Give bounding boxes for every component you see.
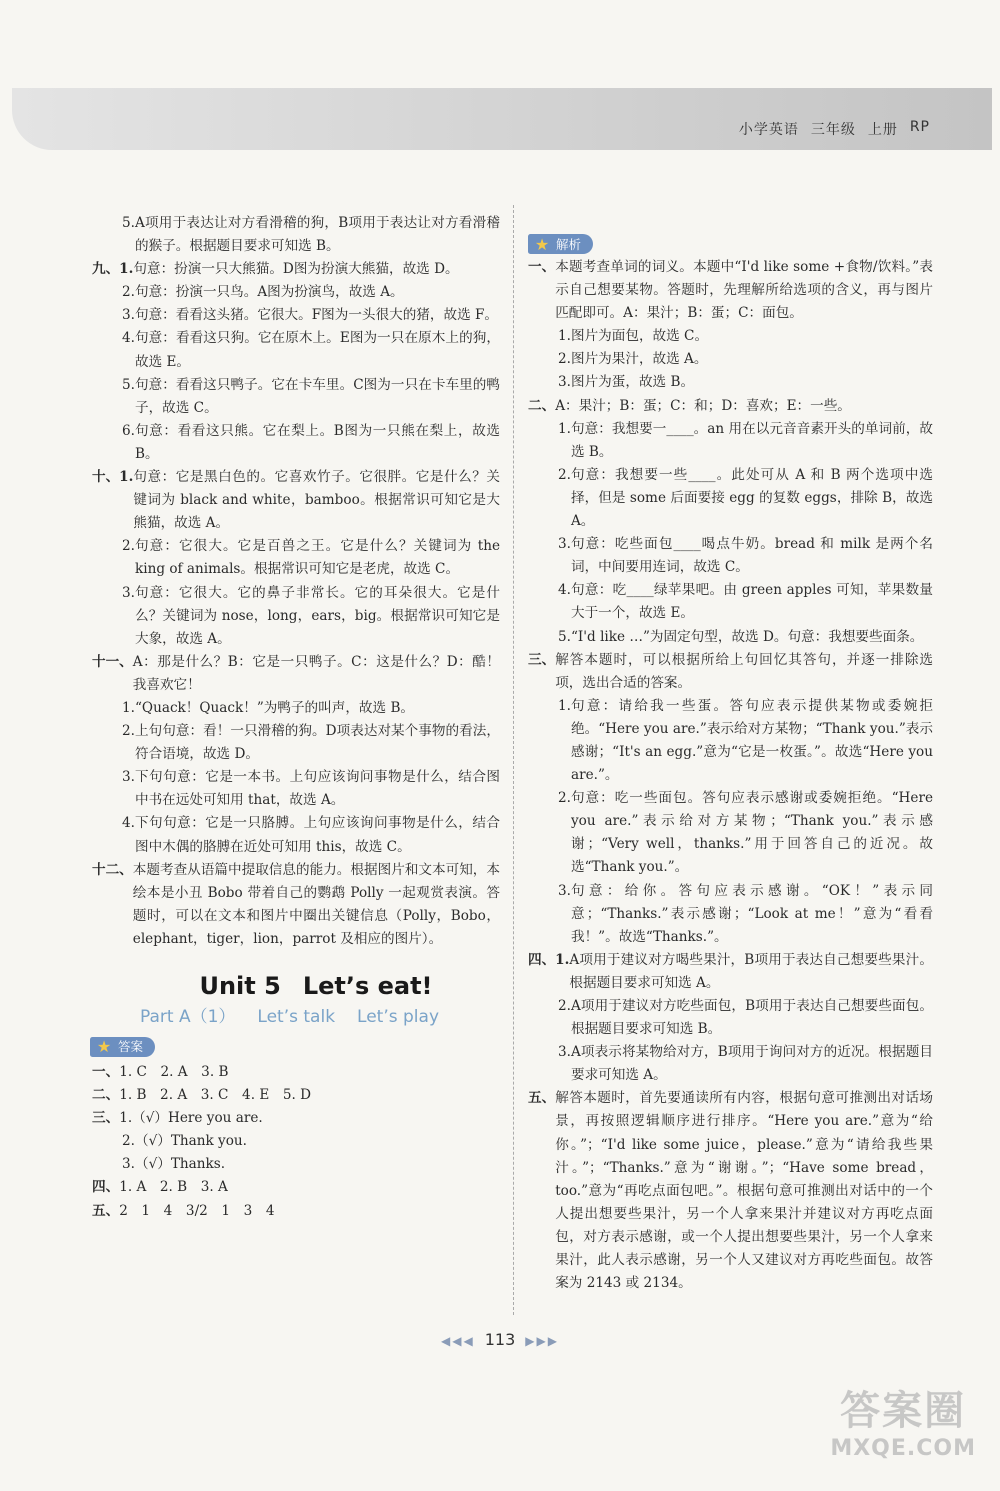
list-item: 十、1. 句意：它是黑白色的。它喜欢竹子。它很胖。它是什么？关键词为 black and white，bamboo。根据常识可知它是大熊猫，故选 A。	[92, 469, 500, 532]
list-item: 6. 句意：看看这只熊。它在梨上。B图为一只熊在梨上，故选 B。	[122, 422, 500, 462]
list-item: 4. 句意：看看这只狗。它在原木上。E图为一只在原木上的狗，故选 E。	[122, 330, 500, 370]
analysis-tag	[528, 234, 593, 254]
list-item: 1. “Quack！Quack！”为鸭子的叫声，故选 B。	[122, 699, 415, 716]
unit-name: Let’s eat!	[302, 972, 433, 1000]
list-item: 5. 句意：看看这只鸭子。它在卡车里。C图为一只在卡车里的鸭子，故选 C。	[122, 376, 500, 416]
part-play: Let’s play	[357, 1007, 440, 1027]
list-item: 2. 句意：它很大。它是百兽之王。它是什么？关键词为 the king of animals。根据常识可知它是老虎，故选 C。	[122, 538, 500, 578]
answer-tag-label: 答案	[118, 1039, 144, 1055]
list-item: 2. 句意：扮演一只鸟。A图为扮演鸟，故选 A。	[122, 284, 404, 301]
page-number	[0, 1330, 1000, 1349]
page-number-value: 113	[484, 1330, 516, 1349]
part-heading	[140, 1003, 500, 1031]
list-item: 3. 句意：看看这头猪。它很大。F图为一头很大的猪，故选 F。	[122, 307, 499, 324]
list-item: 1. 图片为面包，故选 C。	[558, 328, 709, 345]
answer-row: 三、 1.（√）Here you are.	[92, 1110, 263, 1127]
analysis-tag-label: 解析	[556, 237, 582, 252]
list-item: 1. 句意：我想要一____。an 用在以元音音素开头的单词前，故选 B。	[558, 420, 933, 460]
right-column	[528, 256, 933, 1295]
list-item: 4. 句意：吃____绿苹果吧。由 green apples 可知，苹果数量大于一个，故选 E。	[558, 582, 933, 622]
list-item: 五、 解答本题时，首先要通读所有内容，根据句意可推测出对话场景，再按照逻辑顺序进行排序。“Here you are.”意为“给你。”；“I'd like some juice，please.”意为“请给我些果汁。”；“Thanks.”意为“谢谢。”；“Have some bread，too.”意为“再吃点面包吧。”。根据句意可推测出对话中的一个人提出想要些果汁，另一个人拿来果汁并建议对方再吃点面包，对方表示感谢，或一个人提出想要些果汁，另一个人拿来果汁，此人表示感谢，另一个人又建议对方再吃些面包。故答案为 2143 或 2134。	[528, 1090, 933, 1292]
left-arrows-icon: ◀◀◀	[441, 1334, 475, 1348]
list-item: 5. “I'd like …”为固定句型，故选 D。句意：我想要些面条。	[558, 628, 924, 645]
left-column	[92, 212, 500, 1223]
header-volume: 上册	[867, 122, 898, 138]
unit-title	[92, 969, 500, 1003]
list-item: 3. 下句句意：它是一本书。上句应该询问事物是什么，结合图中书在远处可知用 that，故选 A。	[122, 769, 500, 809]
watermark	[830, 1379, 976, 1461]
answer-row: 四、 1. A 2. B 3. A	[92, 1179, 228, 1196]
list-item: 4. 下句句意：它是一只胳膊。上句应该询问事物是什么，结合图中木偶的胳膊在近处可知用 this，故选 C。	[122, 815, 500, 855]
unit-number: Unit 5	[199, 972, 281, 1000]
list-item: 5. A项用于表达让对方看滑稽的狗，B项用于表达让对方看滑稽的猴子。根据题目要求可知选 B。	[122, 215, 500, 255]
answer-row: 2.（√）Thank you.	[122, 1133, 247, 1150]
header-subject: 小学英语	[738, 122, 799, 138]
list-item: 3. A项表示将某物给对方，B项用于询问对方的近况。根据题目要求可知选 A。	[558, 1044, 933, 1084]
answer-row: 一、 1. C 2. A 3. B	[92, 1064, 229, 1080]
list-item: 2. 句意：我想要一些____。此处可从 A 和 B 两个选项中选择，但是 some 后面要接 egg 的复数 eggs，排除 B，故选 A。	[558, 466, 933, 530]
watermark-brand: 答案圈	[840, 1388, 967, 1434]
list-item: 二、 A：果汁；B：蛋；C：和；D：喜欢；E：一些。	[528, 397, 851, 414]
watermark-site: MXQE.COM	[830, 1436, 976, 1461]
header-edition: RP	[909, 119, 930, 135]
part-talk: Let’s talk	[257, 1007, 336, 1027]
list-item: 3. 句意：它很大。它的鼻子非常长。它的耳朵很大。它是什么？关键词为 nose，long，ears，big。根据常识可知它是大象，故选 A。	[122, 584, 500, 647]
list-item: 九、1. 句意：扮演一只大熊猫。D图为扮演大熊猫，故选 D。	[92, 261, 459, 278]
list-item: 3. 图片为蛋，故选 B。	[558, 374, 695, 391]
column-divider	[513, 205, 514, 1315]
part-label: Part A（1）	[140, 1007, 236, 1027]
list-item: 2. 上句句意：看！一只滑稽的狗。D项表达对某个事物的看法，符合语境，故选 D。	[122, 723, 500, 763]
list-item: 3. 句意：吃些面包____喝点牛奶。bread 和 milk 是两个名词，中间要用连词，故选 C。	[558, 536, 933, 576]
star-icon: ★	[534, 234, 550, 254]
answer-row: 3.（√）Thanks.	[122, 1156, 226, 1173]
list-item: 十二、 本题考查从语篇中提取信息的能力。根据图片和文本可知，本绘本是小丑 Bobo 带着自己的鹦鹉 Polly 一起观赏表演。答题时，可以在文本和图片中圈出关键信息（Polly，Bobo，elephant，tiger，lion，parrot 及相应的图片）。	[92, 861, 500, 947]
right-arrows-icon: ▶▶▶	[525, 1334, 559, 1348]
list-item: 3. 句意：给你。答句应表示感谢。“OK！”表示同意；“Thanks.”表示感谢；“Look at me！”意为“看看我！”。故选“Thanks.”。	[558, 882, 933, 945]
answer-tag	[90, 1037, 155, 1057]
star-icon: ★	[96, 1037, 112, 1057]
running-header	[739, 119, 930, 139]
list-item: 2. 句意：吃一些面包。答句应表示感谢或委婉拒绝。“Here you are.”表示给对方某物；“Thank you.”表示感谢；“Very well，thanks.”用于回答自己的近况。故选“Thank you.”。	[558, 790, 933, 876]
answer-row: 二、 1. B 2. A 3. C 4. E 5. D	[92, 1087, 312, 1104]
list-item: 1. 句意：请给我一些蛋。答句应表示提供某物或委婉拒绝。“Here you are.”表示给对方某物；“Thank you.”表示感谢；“It's an egg.”意为“它是一枚蛋。”。故选“Here you are.”。	[558, 697, 933, 784]
list-item: 十一、 A：那是什么？B：它是一只鸭子。C：这是什么？D：酷！我喜欢它！	[92, 653, 500, 693]
answer-row: 五、 2 1 4 3/2 1 3 4	[92, 1202, 275, 1219]
header-grade: 三年级	[810, 122, 856, 138]
list-item: 四、1. A项用于建议对方喝些果汁，B项用于表达自己想要些果汁。根据题目要求可知选 A。	[528, 951, 933, 991]
list-item: 一、 本题考查单词的词义。本题中“I'd like some +食物/饮料。”表示自己想要某物。答题时，先理解所给选项的含义，再与图片匹配即可。A：果汁；B：蛋；C：面包。	[528, 259, 933, 322]
list-item: 三、 解答本题时，可以根据所给上句回忆其答句，并逐一排除选项，选出合适的答案。	[528, 651, 933, 691]
list-item: 2. A项用于建议对方吃些面包，B项用于表达自己想要些面包。根据题目要求可知选 B。	[558, 998, 933, 1038]
list-item: 2. 图片为果汁，故选 A。	[558, 351, 708, 368]
